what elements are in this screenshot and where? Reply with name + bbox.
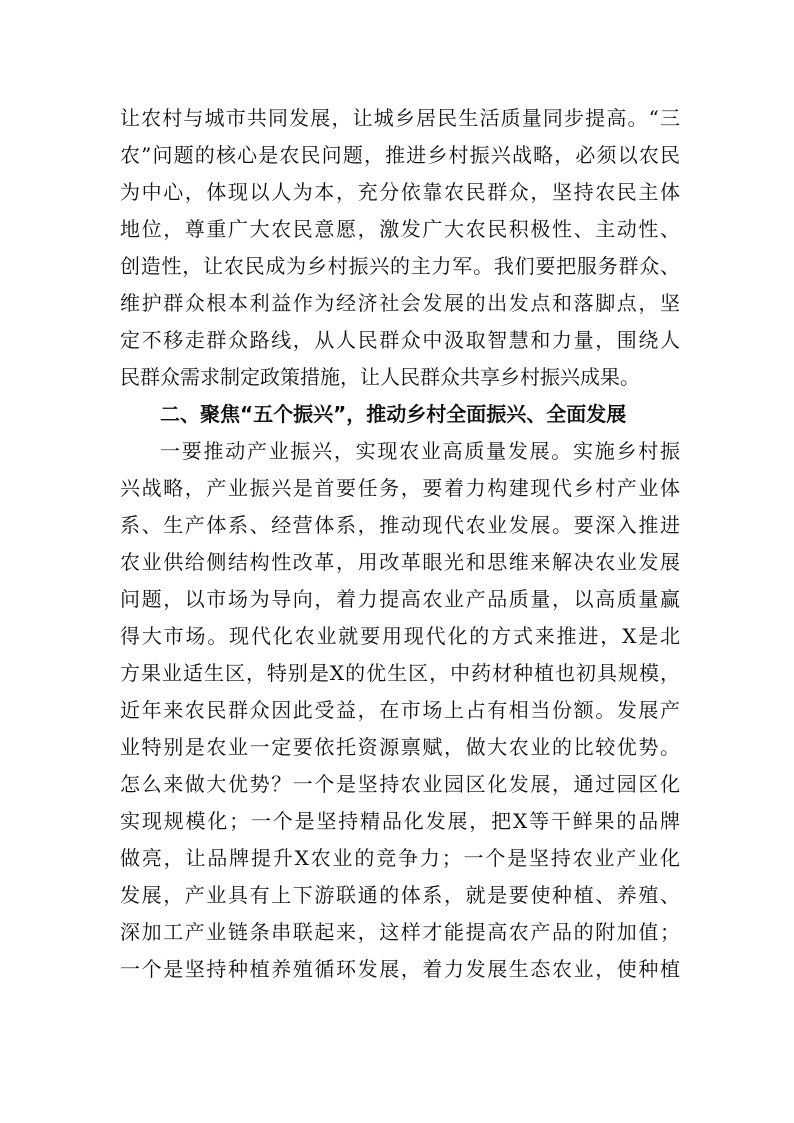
paragraph-line: 地位，尊重广大农民意愿，激发广大农民积极性、主动性、 bbox=[120, 217, 680, 241]
paragraph-line: 问题，以市场为导向，着力提高农业产品质量，以高质量赢 bbox=[120, 587, 680, 611]
paragraph-line: 为中心，体现以人为本，充分依靠农民群众，坚持农民主体 bbox=[120, 180, 680, 204]
paragraph-line: 发展，产业具有上下游联通的体系，就是要使种植、养殖、 bbox=[120, 883, 680, 907]
paragraph-line: 实现规模化；一个是坚持精品化发展，把X等干鲜果的品牌 bbox=[120, 809, 680, 833]
paragraph-line: 民群众需求制定政策措施，让人民群众共享乡村振兴成果。 bbox=[120, 365, 640, 389]
paragraph-line: 让农村与城市共同发展，让城乡居民生活质量同步提高。“三 bbox=[120, 106, 680, 130]
paragraph-line: 业特别是农业一定要依托资源禀赋，做大农业的比较优势。 bbox=[120, 735, 680, 759]
paragraph-line: 深加工产业链条串联起来，这样才能提高农产品的附加值； bbox=[120, 920, 680, 944]
paragraph-line: 做亮，让品牌提升X农业的竞争力；一个是坚持农业产业化 bbox=[120, 846, 680, 870]
paragraph-line: 农业供给侧结构性改革，用改革眼光和思维来解决农业发展 bbox=[120, 550, 680, 574]
paragraph-line: 维护群众根本利益作为经济社会发展的出发点和落脚点，坚 bbox=[120, 291, 680, 315]
paragraph-line: 近年来农民群众因此受益，在市场上占有相当份额。发展产 bbox=[120, 698, 680, 722]
paragraph-line: 怎么来做大优势？一个是坚持农业园区化发展，通过园区化 bbox=[120, 772, 680, 796]
paragraph-line: 一个是坚持种植养殖循环发展，着力发展生态农业，使种植 bbox=[120, 957, 680, 981]
paragraph-line: 一要推动产业振兴，实现农业高质量发展。实施乡村振 bbox=[160, 439, 680, 463]
section-heading: 二、聚焦“五个振兴”，推动乡村全面振兴、全面发展 bbox=[160, 402, 627, 426]
paragraph-line: 得大市场。现代化农业就要用现代化的方式来推进，X是北 bbox=[120, 624, 680, 648]
paragraph-line: 定不移走群众路线，从人民群众中汲取智慧和力量，围绕人 bbox=[120, 328, 680, 352]
paragraph-line: 方果业适生区，特别是X的优生区，中药材种植也初具规模， bbox=[120, 661, 680, 685]
paragraph-line: 创造性，让农民成为乡村振兴的主力军。我们要把服务群众、 bbox=[120, 254, 680, 278]
paragraph-line: 农”问题的核心是农民问题，推进乡村振兴战略，必须以农民 bbox=[120, 143, 680, 167]
paragraph-line: 兴战略，产业振兴是首要任务，要着力构建现代乡村产业体 bbox=[120, 476, 680, 500]
paragraph-line: 系、生产体系、经营体系，推动现代农业发展。要深入推进 bbox=[120, 513, 680, 537]
